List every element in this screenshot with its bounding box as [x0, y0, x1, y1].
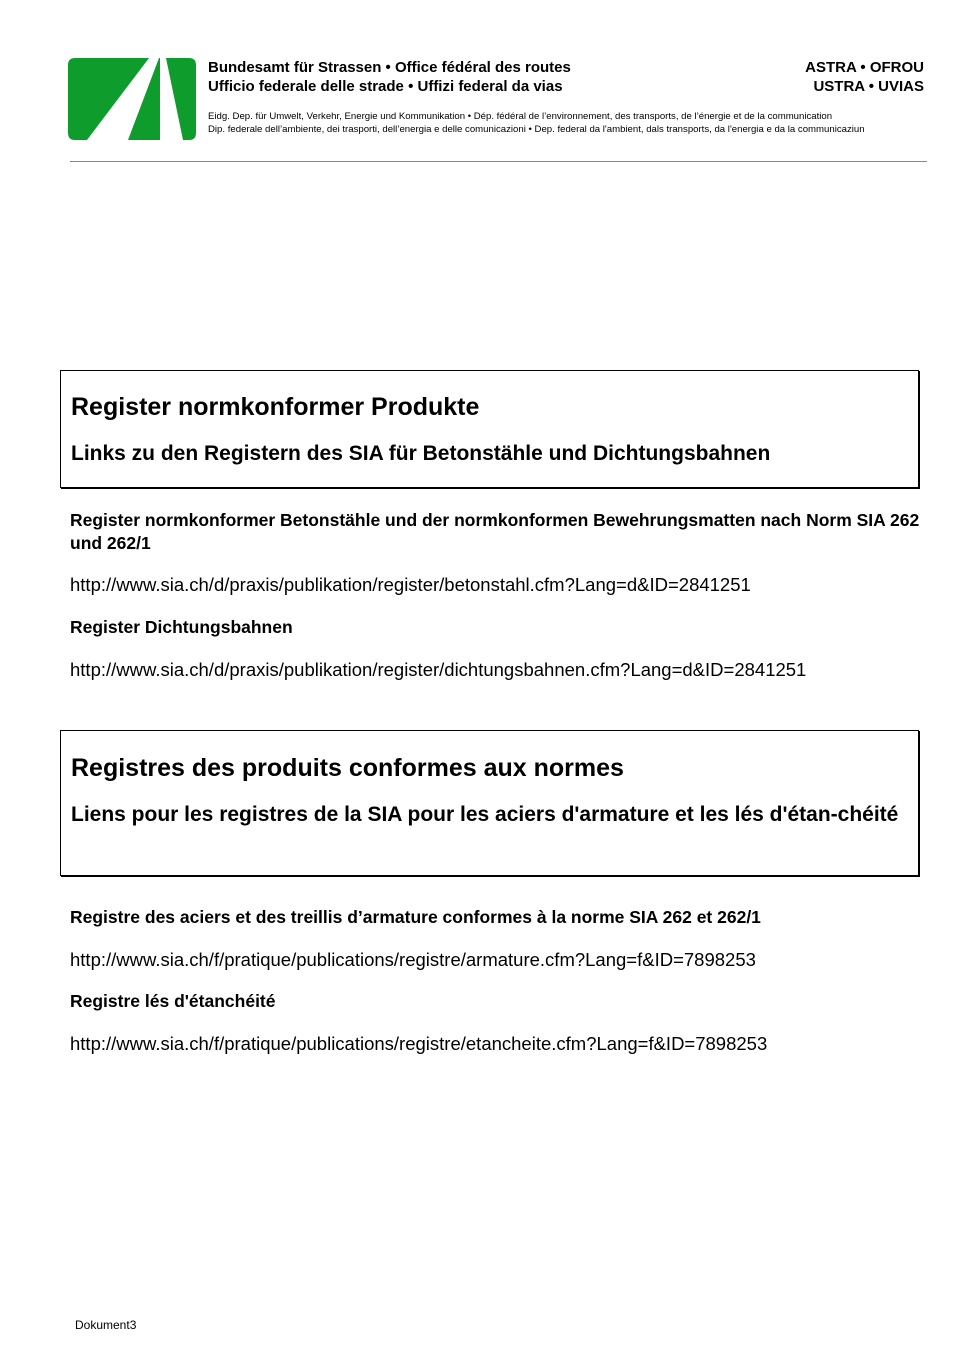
french-title-box	[60, 730, 919, 876]
french-section-1-link-wrap	[70, 948, 920, 971]
french-title: Registres des produits conformes aux normes	[71, 754, 624, 782]
department-line-2: Dip. federale dell’ambiente, dei trasporti, dell’energia e delle comunicazioni • Dep. federal da l'ambient, dals transports, da l'energia e da la communicaziun	[208, 124, 865, 135]
french-section-2-link[interactable]: http://www.sia.ch/f/pratique/publications/registre/etancheite.cfm?Lang=f&ID=7898253	[70, 1033, 768, 1054]
footer-document-name: Dokument3	[75, 1318, 137, 1332]
org-names	[208, 58, 571, 96]
german-section-2-heading: Register Dichtungsbahnen	[70, 617, 293, 637]
german-section-1-heading: Register normkonformer Betonstähle und der normkonformen Bewehrungsmatten nach Norm SIA 262 und 262/1	[70, 510, 920, 553]
german-section-2-link[interactable]: http://www.sia.ch/d/praxis/publikation/register/dichtungsbahnen.cfm?Lang=d&ID=2841251	[70, 659, 807, 680]
french-section-2-heading: Registre lés d'étanchéité	[70, 991, 276, 1011]
org-abbr-line-1: ASTRA • OFROU	[805, 59, 924, 76]
logo-right-shape	[166, 58, 196, 140]
german-section-1-link-wrap	[70, 573, 920, 596]
org-name-line-1: Bundesamt für Strassen • Office fédéral des routes	[208, 59, 571, 76]
french-section-1-heading-wrap	[70, 906, 920, 929]
german-section-1-link[interactable]: http://www.sia.ch/d/praxis/publikation/register/betonstahl.cfm?Lang=d&ID=2841251	[70, 574, 751, 595]
german-title: Register normkonformer Produkte	[71, 393, 480, 421]
french-section-1-heading: Registre des aciers et des treillis d’armature conformes à la norme SIA 262 et 262/1	[70, 907, 761, 927]
french-section-1-link[interactable]: http://www.sia.ch/f/pratique/publications/registre/armature.cfm?Lang=f&ID=7898253	[70, 949, 756, 970]
french-section-2-heading-wrap	[70, 990, 920, 1013]
org-name-line-2: Ufficio federale delle strade • Uffizi federal da vias	[208, 78, 563, 95]
org-abbr-line-2: USTRA • UVIAS	[813, 78, 924, 95]
german-section-2-heading-wrap	[70, 616, 920, 639]
german-subtitle: Links zu den Registern des SIA für Betonstähle und Dichtungsbahnen	[71, 442, 771, 465]
astra-logo	[68, 58, 196, 140]
german-section-1-heading-wrap	[70, 509, 920, 555]
german-section-2-link-wrap	[70, 658, 920, 681]
department-line-1: Eidg. Dep. für Umwelt, Verkehr, Energie und Kommunikation • Dép. fédéral de l’environnement, des transports, de l’énergie et de la communication	[208, 111, 833, 122]
department-names	[208, 110, 926, 136]
french-section-2-link-wrap	[70, 1032, 920, 1055]
french-subtitle: Liens pour les registres de la SIA pour les aciers d'armature et les lés d'étan-chéité	[71, 803, 899, 826]
org-abbreviations	[805, 58, 924, 96]
german-title-box	[60, 370, 919, 488]
header-divider	[70, 161, 927, 162]
